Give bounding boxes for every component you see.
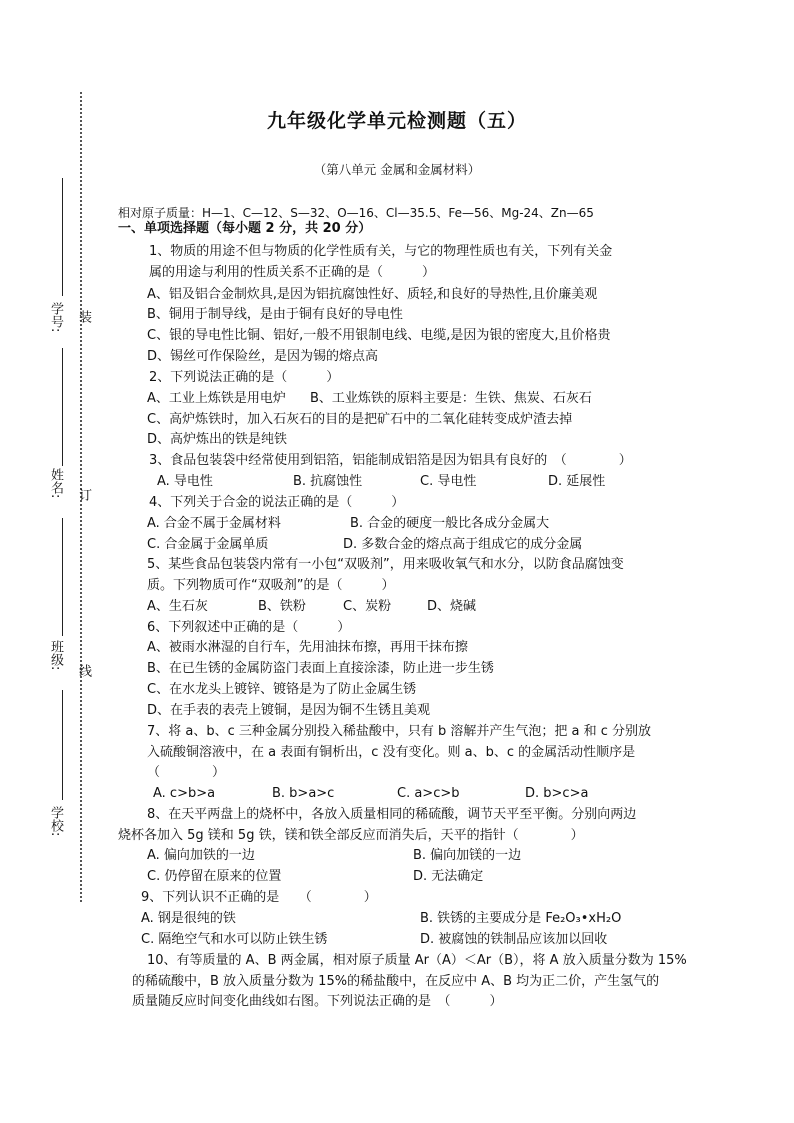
q1-option-b: B、铜用于制导线，是由于铜有良好的导电性 — [147, 307, 403, 322]
student-number-label: 学号: — [48, 302, 63, 333]
q8-option-c: C. 仍停留在原来的位置 — [147, 869, 282, 884]
q4-stem: 4、下列关于合金的说法正确的是（ ） — [149, 495, 405, 510]
q6-stem: 6、下列叙述中正确的是（ ） — [147, 620, 351, 635]
school-label: 学校: — [48, 806, 63, 837]
binding-char-xian: 线 — [76, 664, 91, 677]
school-blank — [62, 690, 63, 800]
page-subtitle: （第八单元 金属和金属材料） — [313, 162, 481, 177]
q3-option-d: D. 延展性 — [548, 474, 606, 489]
q10-stem-line3: 质量随反应时间变化曲线如右图。下列说法正确的是 （ ） — [132, 994, 503, 1009]
q8-option-d: D. 无法确定 — [413, 869, 484, 884]
q2-option-c: C、高炉炼铁时，加入石灰石的目的是把矿石中的二氧化硅转变成炉渣去掉 — [147, 412, 573, 427]
q9-option-d: D. 被腐蚀的铁制品应该加以回收 — [420, 932, 608, 947]
q2-stem: 2、下列说法正确的是（ ） — [149, 370, 340, 385]
q8-option-b: B. 偏向加镁的一边 — [413, 848, 522, 863]
q3-option-a: A. 导电性 — [157, 474, 213, 489]
q9-option-b: B. 铁锈的主要成分是 Fe₂O₃•xH₂O — [420, 911, 622, 926]
q1-option-a: A、铝及铝合金制炊具,是因为铝抗腐蚀性好、质轻,和良好的导热性,且价廉美观 — [147, 287, 598, 302]
q7-option-a: A. c>b>a — [153, 786, 216, 801]
atomic-mass-line: 相对原子质量：H—1、C—12、S—32、O—16、Cl—35.5、Fe—56、Mg-24、Zn—65 — [118, 206, 594, 220]
q6-option-a: A、被雨水淋湿的自行车，先用油抹布擦，再用干抹布擦 — [147, 640, 468, 655]
q4-option-d: D. 多数合金的熔点高于组成它的成分金属 — [343, 537, 583, 552]
q10-stem-line1: 10、有等质量的 A、B 两金属，相对原子质量 Ar（A）＜Ar（B），将 A 放入质量分数为 15% — [147, 953, 687, 968]
q5-stem-line2: 质。下列物质可作“双吸剂”的是（ ） — [147, 578, 395, 593]
q4-option-a: A. 合金不属于金属材料 — [147, 516, 281, 531]
name-blank — [62, 348, 63, 466]
q6-option-c: C、在水龙头上镀锌、镀铬是为了防止金属生锈 — [147, 682, 417, 697]
q6-option-d: D、在手表的表壳上镀铜，是因为铜不生锈且美观 — [147, 703, 431, 718]
q1-stem-line2: 属的用途与利用的性质关系不正确的是（ ） — [149, 265, 436, 280]
q5-option-c: C、炭粉 — [343, 599, 392, 614]
q10-stem-line2: 的稀硫酸中，B 放入质量分数为 15%的稀盐酸中，在反应中 A、B 均为正二价，产生氢气的 — [132, 974, 660, 989]
section-heading: 一、单项选择题（每小题 2 分，共 20 分） — [118, 221, 372, 236]
q7-stem-line2: 入硫酸铜溶液中，在 a 表面有铜析出，c 没有变化。则 a、b、c 的金属活动性顺序是 — [147, 745, 636, 760]
q9-option-c: C. 隔绝空气和水可以防止铁生锈 — [141, 932, 328, 947]
student-number-blank — [62, 178, 63, 296]
q1-option-c: C、银的导电性比铜、铝好,一般不用银制电线、电缆,是因为银的密度大,且价格贵 — [147, 328, 611, 343]
class-label: 班级: — [48, 640, 63, 671]
q5-stem-line1: 5、某些食品包装袋内常有一小包“双吸剂”，用来吸收氧气和水分，以防食品腐蚀变 — [147, 557, 624, 572]
q3-option-c: C. 导电性 — [420, 474, 477, 489]
q4-option-b: B. 合金的硬度一般比各成分金属大 — [350, 516, 550, 531]
binding-char-ding: 订 — [76, 488, 91, 501]
q2-option-d: D、高炉炼出的铁是纯铁 — [147, 432, 288, 447]
q8-option-a: A. 偏向加铁的一边 — [147, 848, 255, 863]
q2-option-a: A、工业上炼铁是用电炉 — [147, 391, 286, 406]
q3-option-b: B. 抗腐蚀性 — [293, 474, 363, 489]
q7-stem-line1: 7、将 a、b、c 三种金属分别投入稀盐酸中，只有 b 溶解并产生气泡；把 a 和 c 分别放 — [147, 724, 652, 739]
q7-option-d: D. b>c>a — [525, 786, 589, 801]
q9-stem: 9、下列认识不正确的是 （ ） — [141, 890, 377, 905]
q4-option-c: C. 合金属于金属单质 — [147, 537, 269, 552]
q7-stem-line3: （ ） — [147, 765, 226, 780]
q8-stem-line1: 8、在天平两盘上的烧杯中，各放入质量相同的稀硫酸，调节天平至平衡。分别向两边 — [147, 807, 637, 822]
q1-stem-line1: 1、物质的用途不但与物质的化学性质有关，与它的物理性质也有关，下列有关金 — [149, 244, 613, 259]
q6-option-b: B、在已生锈的金属防盗门表面上直接涂漆，防止进一步生锈 — [147, 661, 494, 676]
binding-char-zhuang: 装 — [76, 310, 91, 323]
q8-stem-line2: 烧杯各加入 5g 镁和 5g 铁，镁和铁全部反应而消失后，天平的指针（ ） — [118, 828, 584, 843]
q9-option-a: A. 钢是很纯的铁 — [141, 911, 236, 926]
q3-stem: 3、食品包装袋中经常使用到铝箔，铝能制成铝箔是因为铝具有良好的 （ ） — [149, 453, 632, 468]
q2-option-b: B、工业炼铁的原料主要是：生铁、焦炭、石灰石 — [310, 391, 592, 406]
q7-option-c: C. a>c>b — [397, 786, 460, 801]
q1-option-d: D、锡丝可作保险丝，是因为锡的熔点高 — [147, 349, 379, 364]
page-title: 九年级化学单元检测题（五） — [266, 110, 527, 132]
q5-option-b: B、铁粉 — [258, 599, 306, 614]
class-blank — [62, 518, 63, 636]
q7-option-b: B. b>a>c — [272, 786, 335, 801]
q5-option-d: D、烧碱 — [427, 599, 477, 614]
name-label: 姓名: — [48, 468, 63, 499]
q5-option-a: A、生石灰 — [147, 599, 208, 614]
